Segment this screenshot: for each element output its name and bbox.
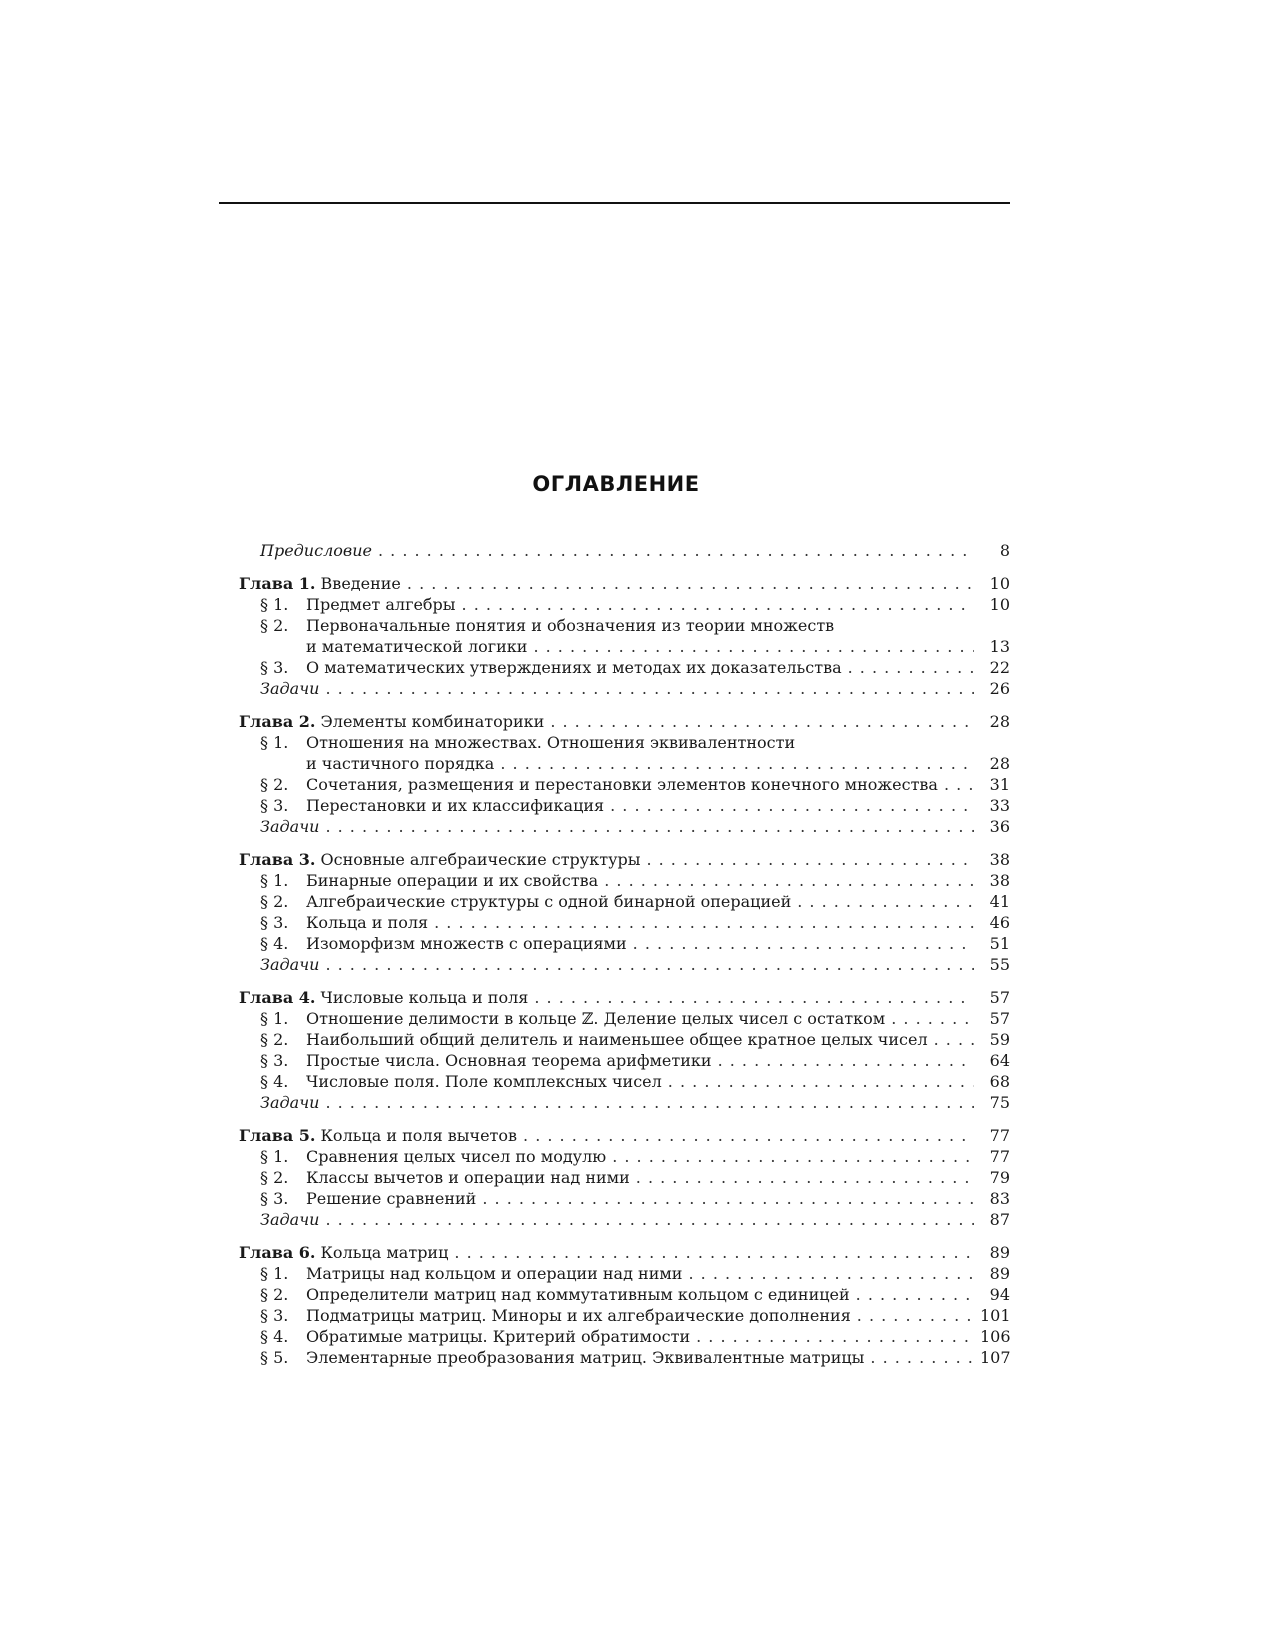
section-title: Сочетания, размещения и перестановки элементов конечного множества [306, 775, 938, 794]
toc-section-3-2[interactable] [239, 891, 1010, 912]
section-number: § 4. [260, 1072, 289, 1091]
section-number: § 3. [260, 1306, 289, 1325]
chapter-gap [239, 837, 1010, 849]
chapter-prefix: Глава 6. [239, 1243, 316, 1262]
toc-section-4-2[interactable] [239, 1029, 1010, 1050]
toc-page-number: 106 [980, 1327, 1011, 1346]
leader-dots [797, 891, 974, 912]
leader-dots [325, 816, 974, 837]
leader-dots [533, 636, 974, 657]
leader-dots [325, 678, 974, 699]
section-number: § 3. [260, 1051, 289, 1070]
section-title: Сравнения целых чисел по модулю [306, 1147, 607, 1166]
toc-page-number: 22 [989, 658, 1010, 677]
toc-page-number: 36 [989, 817, 1010, 836]
chapter-gap [239, 1113, 1010, 1125]
section-number: § 3. [260, 796, 289, 815]
section-number: § 3. [260, 913, 289, 932]
leader-dots [610, 795, 974, 816]
tasks-label: Задачи [260, 1210, 320, 1229]
toc-chapter-5[interactable] [239, 1125, 1010, 1146]
toc-chapter-1[interactable] [239, 573, 1010, 594]
toc-tasks-2[interactable] [239, 816, 1010, 837]
chapter-title: Введение [320, 574, 401, 593]
section-title: Матрицы над кольцом и операции над ними [306, 1264, 683, 1283]
section-number: § 3. [260, 658, 289, 677]
leader-dots [462, 594, 974, 615]
toc-page-number: 46 [989, 913, 1010, 932]
toc-section-3-3[interactable] [239, 912, 1010, 933]
toc-page-number: 64 [989, 1051, 1010, 1070]
toc-entry-preface[interactable] [239, 540, 1010, 561]
chapter-label [239, 1242, 448, 1263]
toc-section-1-2[interactable] [239, 615, 1010, 636]
toc-section-6-3[interactable] [239, 1305, 1010, 1326]
leader-dots [534, 987, 974, 1008]
leader-dots [668, 1071, 974, 1092]
toc-section-2-1[interactable] [239, 753, 1010, 774]
chapter-prefix: Глава 5. [239, 1126, 316, 1145]
leader-dots [636, 1167, 974, 1188]
section-number: § 2. [260, 775, 289, 794]
chapter-title: Кольца и поля вычетов [320, 1126, 518, 1145]
chapter-gap [239, 561, 1010, 573]
toc-page-number: 38 [989, 871, 1010, 890]
toc-section-4-1[interactable] [239, 1008, 1010, 1029]
section-title: Алгебраические структуры с одной бинарной операцией [306, 892, 792, 911]
toc-section-4-4[interactable] [239, 1071, 1010, 1092]
section-title: Бинарные операции и их свойства [306, 871, 599, 890]
section-title: Отношение делимости в кольце ℤ. Деление целых чисел с остатком [306, 1009, 886, 1028]
leader-dots [646, 849, 974, 870]
toc-tasks-1[interactable] [239, 678, 1010, 699]
leader-dots [407, 573, 974, 594]
chapter-gap [239, 699, 1010, 711]
section-title: Отношения на множествах. Отношения эквивалентности [306, 733, 796, 752]
section-title: и математической логики [306, 637, 528, 656]
header-rule [219, 202, 1010, 204]
section-title: Обратимые матрицы. Критерий обратимости [306, 1327, 691, 1346]
chapter-label [239, 711, 544, 732]
toc-page-number: 68 [989, 1072, 1010, 1091]
toc-page-number: 13 [989, 637, 1010, 656]
toc-page-number: 59 [989, 1030, 1010, 1049]
section-number: § 2. [260, 1285, 289, 1304]
toc-page-number: 33 [989, 796, 1010, 815]
toc-chapter-3[interactable] [239, 849, 1010, 870]
toc-page-number: 8 [999, 541, 1010, 560]
section-title: Первоначальные понятия и обозначения из теории множеств [306, 616, 835, 635]
toc-page-number: 101 [980, 1306, 1011, 1325]
section-title: и частичного порядка [306, 754, 495, 773]
section-number: § 1. [260, 871, 289, 890]
table-of-contents [239, 540, 1010, 1368]
toc-section-6-4[interactable] [239, 1326, 1010, 1347]
toc-tasks-4[interactable] [239, 1092, 1010, 1113]
toc-section-1-3[interactable] [239, 657, 1010, 678]
chapter-title: Кольца матриц [320, 1243, 449, 1262]
section-number: § 1. [260, 595, 289, 614]
toc-section-2-2[interactable] [239, 774, 1010, 795]
chapter-prefix: Глава 2. [239, 712, 316, 731]
leader-dots [325, 954, 974, 975]
toc-page-number: 10 [989, 595, 1010, 614]
toc-page-number: 31 [989, 775, 1010, 794]
leader-dots [848, 657, 974, 678]
section-title: Наибольший общий делитель и наименьшее общее кратное целых чисел [306, 1030, 928, 1049]
chapter-label [239, 573, 401, 594]
chapter-title: Числовые кольца и поля [320, 988, 529, 1007]
chapter-gap [239, 975, 1010, 987]
chapter-label [239, 987, 528, 1008]
section-title: О математических утверждениях и методах их доказательства [306, 658, 842, 677]
toc-page-number: 94 [989, 1285, 1010, 1304]
toc-page-number: 77 [989, 1126, 1010, 1145]
toc-tasks-5[interactable] [239, 1209, 1010, 1230]
toc-page-number: 55 [989, 955, 1010, 974]
toc-page-number: 83 [989, 1189, 1010, 1208]
section-title: Определители матриц над коммутативным кольцом с единицей [306, 1285, 850, 1304]
leader-dots [482, 1188, 974, 1209]
toc-section-5-2[interactable] [239, 1167, 1010, 1188]
toc-section-6-5[interactable] [239, 1347, 1010, 1368]
section-number: § 2. [260, 616, 289, 635]
leader-dots [688, 1263, 974, 1284]
leader-dots [934, 1029, 974, 1050]
toc-page-number: 10 [989, 574, 1010, 593]
chapter-title: Элементы комбинаторики [320, 712, 545, 731]
section-title: Простые числа. Основная теорема арифметики [306, 1051, 712, 1070]
section-number: § 4. [260, 934, 289, 953]
chapter-prefix: Глава 4. [239, 988, 316, 1007]
chapter-prefix: Глава 3. [239, 850, 316, 869]
toc-page-number: 77 [989, 1147, 1010, 1166]
leader-dots [718, 1050, 974, 1071]
toc-section-6-2[interactable] [239, 1284, 1010, 1305]
leader-dots [870, 1347, 974, 1368]
section-number: § 1. [260, 1147, 289, 1166]
toc-chapter-6[interactable] [239, 1242, 1010, 1263]
toc-section-5-1[interactable] [239, 1146, 1010, 1167]
leader-dots [550, 711, 974, 732]
tasks-label: Задачи [260, 955, 320, 974]
leader-dots [857, 1305, 974, 1326]
section-title: Предмет алгебры [306, 595, 456, 614]
toc-page-number: 57 [989, 988, 1010, 1007]
section-title: Изоморфизм множеств с операциями [306, 934, 627, 953]
leader-dots [891, 1008, 974, 1029]
section-number: § 3. [260, 1189, 289, 1208]
section-title: Решение сравнений [306, 1189, 477, 1208]
chapter-title: Основные алгебраические структуры [320, 850, 641, 869]
toc-section-1-1[interactable] [239, 594, 1010, 615]
section-title: Элементарные преобразования матриц. Эквивалентные матрицы [306, 1348, 865, 1367]
toc-section-1-2[interactable] [239, 636, 1010, 657]
toc-page-number: 79 [989, 1168, 1010, 1187]
section-number: § 2. [260, 1168, 289, 1187]
toc-entry-label: Предисловие [260, 541, 372, 560]
tasks-label: Задачи [260, 817, 320, 836]
toc-page-number: 28 [989, 754, 1010, 773]
section-title: Перестановки и их классификация [306, 796, 605, 815]
chapter-gap [239, 1230, 1010, 1242]
toc-page-number: 26 [989, 679, 1010, 698]
leader-dots [633, 933, 974, 954]
leader-dots [523, 1125, 974, 1146]
toc-chapter-2[interactable] [239, 711, 1010, 732]
toc-chapter-4[interactable] [239, 987, 1010, 1008]
toc-section-3-4[interactable] [239, 933, 1010, 954]
leader-dots [454, 1242, 974, 1263]
leader-dots [325, 1092, 974, 1113]
section-title: Классы вычетов и операции над ними [306, 1168, 630, 1187]
tasks-label: Задачи [260, 1093, 320, 1112]
toc-page-number: 57 [989, 1009, 1010, 1028]
chapter-label [239, 1125, 517, 1146]
leader-dots [696, 1326, 974, 1347]
leader-dots [856, 1284, 974, 1305]
leader-dots [325, 1209, 974, 1230]
toc-section-2-1[interactable] [239, 732, 1010, 753]
toc-page-number: 75 [989, 1093, 1010, 1112]
leader-dots [434, 912, 974, 933]
leader-dots [944, 774, 974, 795]
section-number: § 5. [260, 1348, 289, 1367]
toc-page-number: 89 [989, 1243, 1010, 1262]
toc-section-6-1[interactable] [239, 1263, 1010, 1284]
toc-page-number: 89 [989, 1264, 1010, 1283]
chapter-prefix: Глава 1. [239, 574, 316, 593]
chapter-label [239, 849, 640, 870]
tasks-label: Задачи [260, 679, 320, 698]
section-title: Числовые поля. Поле комплексных чисел [306, 1072, 662, 1091]
toc-page-number: 107 [980, 1348, 1011, 1367]
section-number: § 1. [260, 733, 289, 752]
section-title: Подматрицы матриц. Миноры и их алгебраические дополнения [306, 1306, 851, 1325]
leader-dots [378, 540, 974, 561]
section-title: Кольца и поля [306, 913, 429, 932]
section-number: § 1. [260, 1264, 289, 1283]
toc-tasks-3[interactable] [239, 954, 1010, 975]
toc-section-2-3[interactable] [239, 795, 1010, 816]
toc-page-number: 41 [989, 892, 1010, 911]
toc-section-3-1[interactable] [239, 870, 1010, 891]
page-title: ОГЛАВЛЕНИЕ [532, 472, 700, 496]
leader-dots [604, 870, 974, 891]
toc-page-number: 38 [989, 850, 1010, 869]
toc-page-number: 28 [989, 712, 1010, 731]
section-number: § 1. [260, 1009, 289, 1028]
section-number: § 4. [260, 1327, 289, 1346]
section-number: § 2. [260, 892, 289, 911]
leader-dots [612, 1146, 974, 1167]
toc-section-4-3[interactable] [239, 1050, 1010, 1071]
leader-dots [500, 753, 974, 774]
toc-page-number: 87 [989, 1210, 1010, 1229]
toc-section-5-3[interactable] [239, 1188, 1010, 1209]
toc-page-number: 51 [989, 934, 1010, 953]
section-number: § 2. [260, 1030, 289, 1049]
